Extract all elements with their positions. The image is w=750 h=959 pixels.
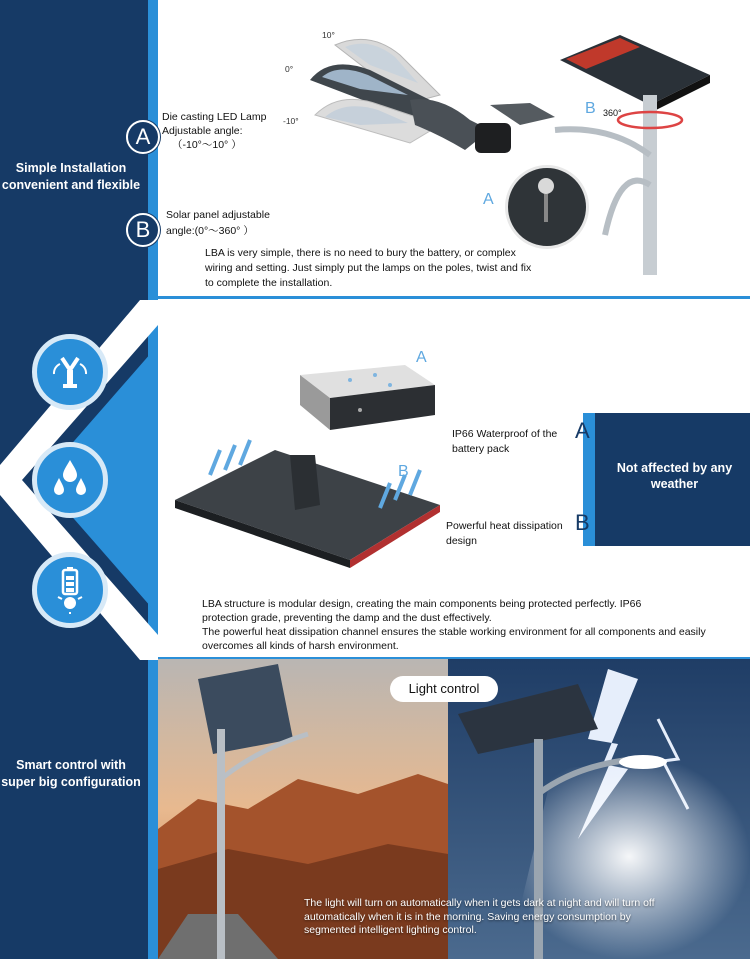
feature-a-letter: A bbox=[575, 418, 590, 443]
feature-a-text: IP66 Waterproof of the battery pack bbox=[452, 428, 558, 455]
angle-top-label: 10° bbox=[322, 30, 335, 40]
item-a-line1: Die casting LED Lamp bbox=[162, 111, 267, 123]
badge-b: B bbox=[126, 213, 160, 247]
illustration-label-a: A bbox=[483, 191, 494, 208]
waterproof-drops-icon bbox=[32, 442, 108, 518]
section-divider-1 bbox=[158, 296, 750, 299]
weather-title: Not affected by any weather bbox=[616, 461, 733, 491]
item-a-line2: Adjustable angle: bbox=[162, 125, 243, 137]
modular-description-2: The powerful heat dissipation channel ensures the stable working environment for all components and easily overcomes all kinds of harsh environment. bbox=[202, 626, 706, 652]
lamp-adjust-icon bbox=[32, 334, 108, 410]
angle-mid-label: 0° bbox=[285, 64, 294, 74]
item-b-line2: angle:(0°～360° ） bbox=[166, 225, 254, 237]
section3-side-title: Smart control with super big configuration bbox=[1, 758, 141, 789]
angle-bottom-label: -10° bbox=[283, 116, 299, 126]
section1-side-title: Simple Installation convenient and flexible bbox=[1, 161, 141, 192]
installation-description: LBA is very simple, there is no need to bury the battery, or complex wiring and setting. Just simply put the lamps on the poles, twist and fix to complete the installation. bbox=[205, 247, 532, 289]
light-control-pill: Light control bbox=[390, 676, 498, 702]
rotation-label: 360° bbox=[603, 108, 622, 118]
heat-label-b: B bbox=[398, 463, 409, 480]
feature-b-letter: B bbox=[575, 510, 590, 535]
item-a-line3: （-10°～10° ） bbox=[172, 139, 242, 151]
illustration-label-b: B bbox=[585, 100, 596, 117]
battery-label-a: A bbox=[416, 349, 427, 366]
fixing-detail-circle bbox=[505, 165, 589, 249]
modular-description-1: LBA structure is modular design, creating the main components being protected perfectly. IP66 protection grade, preventing the damp and the dust effectively. bbox=[202, 598, 642, 624]
item-b-line1: Solar panel adjustable bbox=[166, 209, 270, 221]
badge-a: A bbox=[126, 120, 160, 154]
feature-b-text: Powerful heat dissipation design bbox=[446, 520, 563, 547]
light-control-caption: The light will turn on automatically when it gets dark at night and will turn off automatically when it is in the morning. Saving energy consumption by segmented intelligent lighting control. bbox=[304, 897, 655, 936]
heat-dissipation-illustration bbox=[170, 430, 445, 570]
battery-light-icon bbox=[32, 552, 108, 628]
